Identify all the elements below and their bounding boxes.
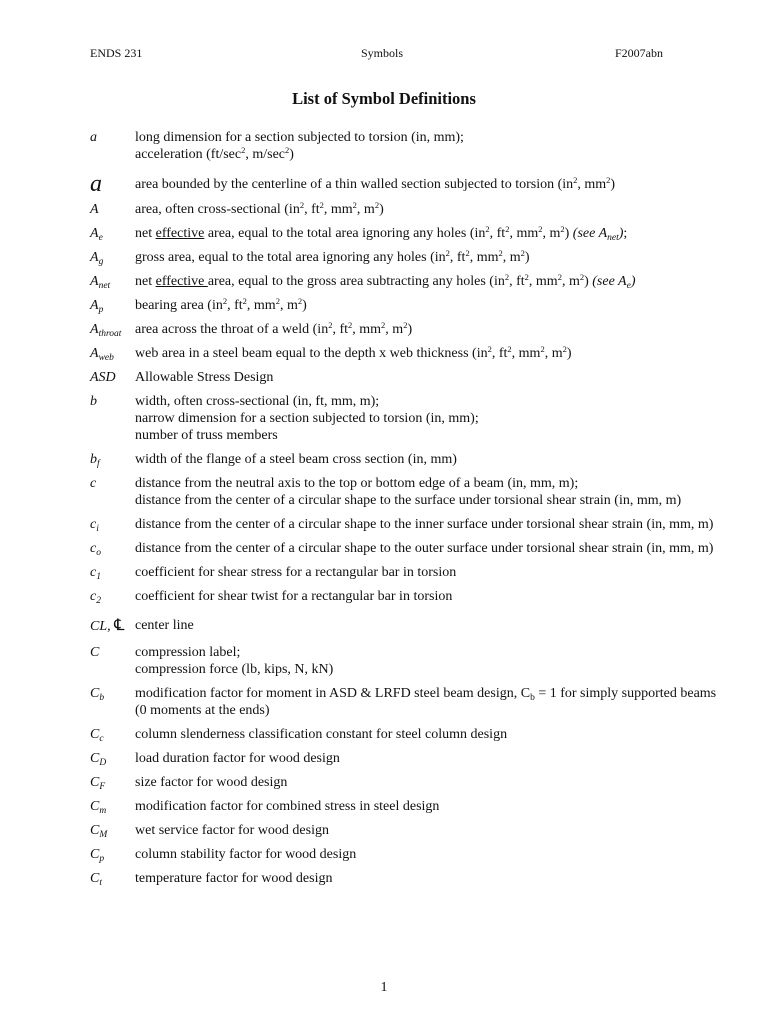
symbol-row-Aweb bbox=[90, 345, 730, 362]
symbol-row-Cp bbox=[90, 846, 730, 863]
symbol-row-Ag bbox=[90, 249, 730, 266]
page-title: List of Symbol Definitions bbox=[292, 89, 476, 108]
symbol: $C_t$ bbox=[90, 871, 102, 888]
symbol: $b_f$ bbox=[90, 452, 100, 469]
definition: modification factor for combined stress in steel design bbox=[135, 799, 440, 814]
symbol: a bbox=[90, 171, 102, 197]
definition: column stability factor for wood design bbox=[135, 847, 357, 862]
definition: Allowable Stress Design bbox=[135, 370, 274, 385]
symbol-row-CM bbox=[90, 822, 730, 839]
symbol: $C_m$ bbox=[90, 799, 107, 816]
centerline-icon: ℄ bbox=[114, 617, 125, 634]
definition: size factor for wood design bbox=[135, 775, 288, 790]
definition: temperature factor for wood design bbox=[135, 871, 333, 886]
definition: distance from the center of a circular shape to the inner surface under torsional shear strain (in, mm, m) bbox=[135, 517, 714, 532]
symbol-row-C bbox=[90, 644, 730, 678]
symbol-row-Anet bbox=[90, 273, 730, 290]
symbol-row-c2 bbox=[90, 588, 730, 605]
symbol: c bbox=[90, 476, 97, 491]
definition: wet service factor for wood design bbox=[135, 823, 329, 838]
definition: load duration factor for wood design bbox=[135, 751, 340, 766]
symbol: a bbox=[90, 130, 97, 145]
symbol: b bbox=[90, 394, 97, 409]
header-version: F2007abn bbox=[615, 46, 663, 60]
definition: width, often cross-sectional (in, ft, mm, m); narrow dimension for a section subjected to torsion (in, mm); number of truss members bbox=[135, 394, 479, 443]
definition: net effective area, equal to the gross area subtracting any holes ($in^2$, $ft^2$, $mm^2$, $m^2$) (see $A_e$) bbox=[135, 272, 636, 291]
symbol-row-c1 bbox=[90, 564, 730, 581]
header-section: Symbols bbox=[361, 46, 404, 60]
symbol-list bbox=[90, 129, 730, 887]
definition: width of the flange of a steel beam cross section (in, mm) bbox=[135, 452, 457, 467]
symbol-row-Cc bbox=[90, 726, 730, 743]
definition: area across the throat of a weld ($in^2$, $ft^2$, $mm^2$, $m^2$) bbox=[135, 320, 413, 337]
symbol: $A_p$ bbox=[90, 298, 104, 315]
symbol: $c_2$ bbox=[90, 589, 101, 606]
symbol: $c_o$ bbox=[90, 541, 101, 558]
symbol-row-CD bbox=[90, 750, 730, 767]
page-number: 1 bbox=[380, 980, 388, 995]
symbol-row-Ap bbox=[90, 297, 730, 314]
definition: web area in a steel beam equal to the depth x web thickness ($in^2$, $ft^2$, $mm^2$, $m^2$) bbox=[135, 344, 572, 361]
symbol: $C_D$ bbox=[90, 751, 107, 768]
symbol: $c_i$ bbox=[90, 517, 99, 534]
symbol-row-bf bbox=[90, 451, 730, 468]
definition: area, often cross-sectional ($in^2$, $ft^2$, $mm^2$, $m^2$) bbox=[135, 200, 384, 217]
header-course: ENDS 231 bbox=[90, 46, 143, 60]
symbol-row-ASD bbox=[90, 369, 730, 386]
symbol-row-ci bbox=[90, 516, 730, 533]
definition: center line bbox=[135, 618, 194, 633]
symbol-row-b bbox=[90, 393, 730, 444]
symbol: $C_c$ bbox=[90, 727, 104, 744]
symbol-row-Athroat bbox=[90, 321, 730, 338]
symbol-row-CF bbox=[90, 774, 730, 791]
symbol: $A_{net}$ bbox=[90, 274, 111, 291]
definition: coefficient for shear twist for a rectangular bar in torsion bbox=[135, 589, 453, 604]
definition: distance from the center of a circular shape to the outer surface under torsional shear strain (in, mm, m) bbox=[135, 541, 714, 556]
symbol: $A_e$ bbox=[90, 226, 103, 243]
symbol-row-CL bbox=[90, 617, 730, 635]
symbol: C bbox=[90, 645, 100, 660]
symbol: $C_F$ bbox=[90, 775, 106, 792]
symbol: $C_M$ bbox=[90, 823, 108, 840]
definition: compression label; compression force (lb, kips, N, kN) bbox=[135, 645, 334, 677]
symbol-row-c bbox=[90, 475, 730, 509]
symbol: A bbox=[90, 202, 99, 217]
definition: distance from the neutral axis to the top or bottom edge of a beam (in, mm, m); distance from the center of a circular shape to the surface under torsional shear strain (in, mm, m) bbox=[135, 476, 682, 508]
symbol-row-a-script bbox=[90, 171, 730, 197]
definition: gross area, equal to the total area ignoring any holes ($in^2$, $ft^2$, $mm^2$, $m^2$) bbox=[135, 248, 530, 265]
symbol-row-Ae bbox=[90, 225, 730, 242]
definition: bearing area ($in^2$, $ft^2$, $mm^2$, $m^2$) bbox=[135, 296, 307, 313]
symbol-row-Ct bbox=[90, 870, 730, 887]
symbol: $C_b$ bbox=[90, 686, 105, 703]
symbol: $C_p$ bbox=[90, 847, 105, 864]
symbol: ASD bbox=[90, 370, 116, 385]
symbol-row-a bbox=[90, 129, 730, 163]
definition: modification factor for moment in ASD & LRFD steel beam design, $C_b = 1$ for simply supported beams (0 moments at the ends) bbox=[135, 686, 717, 718]
definition: long dimension for a section subjected to torsion (in, mm); acceleration ($ft/\sec^2$, $m/\sec^2$) bbox=[135, 130, 464, 162]
definition: column slenderness classification constant for steel column design bbox=[135, 727, 508, 742]
symbol-row-co bbox=[90, 540, 730, 557]
symbol: $A_{throat}$ bbox=[90, 322, 122, 339]
definition: net effective area, equal to the total area ignoring any holes ($in^2$, $ft^2$, $mm^2$, $m^2$) (see $A_{net}$); bbox=[135, 224, 628, 243]
symbol: CL, ℄ bbox=[90, 617, 125, 634]
symbol-row-Cm bbox=[90, 798, 730, 815]
symbol-row-Cb bbox=[90, 685, 730, 719]
symbol: $A_g$ bbox=[90, 250, 104, 267]
definition: area bounded by the centerline of a thin walled section subjected to torsion ($in^2$, $mm^2$) bbox=[135, 175, 616, 192]
definition: coefficient for shear stress for a rectangular bar in torsion bbox=[135, 565, 457, 580]
symbol: $A_{web}$ bbox=[90, 346, 114, 363]
symbol: $c_1$ bbox=[90, 565, 101, 582]
symbol-row-A bbox=[90, 201, 730, 218]
